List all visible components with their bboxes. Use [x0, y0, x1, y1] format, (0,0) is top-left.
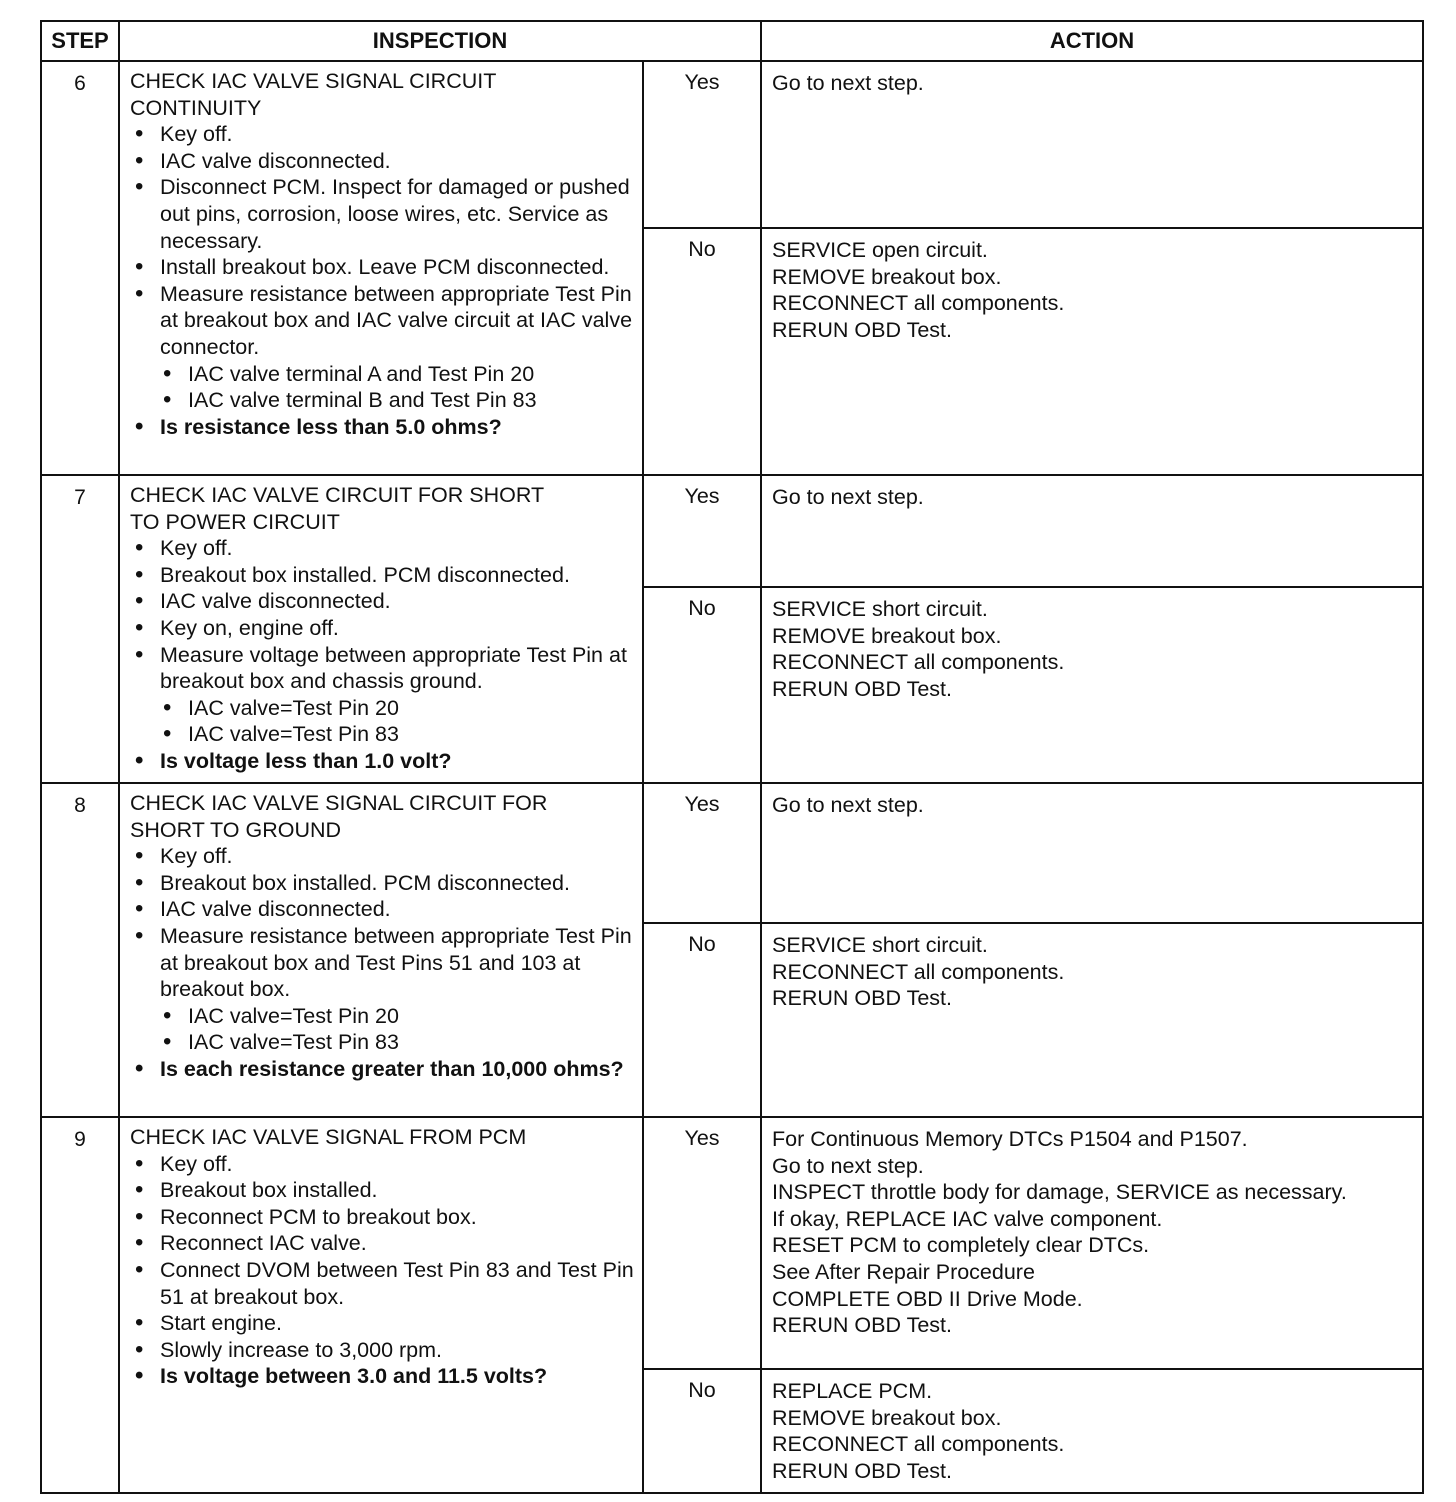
action-line: SERVICE short circuit. — [772, 933, 988, 957]
action-line: RERUN OBD Test. — [772, 1313, 952, 1338]
sub-bullet-list — [130, 695, 634, 748]
bullet-item: • Key on, engine off. — [130, 615, 634, 642]
bullet-item: • Disconnect PCM. Inspect for damaged or pushed out pins, corrosion, loose wires, etc. Service as necessary. — [130, 174, 634, 254]
bullet-item: • Key off. — [130, 535, 634, 562]
bullet-item: • Key off. — [130, 1151, 634, 1178]
bullet-item: • Reconnect PCM to breakout box. — [130, 1204, 634, 1231]
step-8-yes-row — [41, 783, 1423, 923]
bullet-item: • Measure resistance between appropriate Test Pin at breakout box and IAC valve circuit at IAC valve connector. — [130, 281, 634, 361]
inspection-cell — [119, 1117, 643, 1493]
no-action — [761, 228, 1423, 475]
action-line: REMOVE breakout box. — [772, 623, 1002, 648]
question-list — [130, 1056, 634, 1083]
action-line: REPLACE PCM. — [772, 1379, 933, 1403]
action-line: SERVICE open circuit. — [772, 238, 988, 262]
bullet-list — [130, 843, 634, 1003]
no-action — [761, 923, 1423, 1117]
yes-action — [761, 61, 1423, 228]
yes-label: Yes — [643, 61, 761, 228]
sub-bullet-item: • IAC valve=Test Pin 20 — [158, 1003, 634, 1030]
bullet-item: • Key off. — [130, 843, 634, 870]
step-number: 7 — [41, 475, 119, 783]
action-line: Go to next step. — [772, 793, 924, 817]
bullet-item: • Start engine. — [130, 1310, 634, 1337]
sub-bullet-item: • IAC valve terminal B and Test Pin 83 — [158, 387, 634, 414]
question: • Is resistance less than 5.0 ohms? — [130, 414, 634, 441]
sub-bullet-list — [130, 361, 634, 414]
bullet-item: • Slowly increase to 3,000 rpm. — [130, 1337, 634, 1364]
action-line: RERUN OBD Test. — [772, 986, 952, 1011]
action-line: INSPECT throttle body for damage, SERVICE as necessary. — [772, 1180, 1347, 1205]
no-action — [761, 1369, 1423, 1493]
step-8 — [41, 783, 1423, 1117]
action-line: Go to next step. — [772, 71, 924, 95]
action-line: RESET PCM to completely clear DTCs. — [772, 1233, 1150, 1258]
action-line: RECONNECT all components. — [772, 1432, 1065, 1457]
step-6-yes-row — [41, 61, 1423, 228]
title-line: CONTINUITY — [130, 95, 262, 120]
action-line: COMPLETE OBD II Drive Mode. — [772, 1286, 1083, 1311]
step-7 — [41, 475, 1423, 783]
yes-label: Yes — [643, 1117, 761, 1369]
yes-label: Yes — [643, 783, 761, 923]
bullet-list — [130, 535, 634, 695]
action-line: RECONNECT all components. — [772, 291, 1065, 316]
step-number: 9 — [41, 1117, 119, 1493]
sub-bullet-item: • IAC valve=Test Pin 20 — [158, 695, 634, 722]
bullet-item: • IAC valve disconnected. — [130, 148, 634, 175]
no-action — [761, 587, 1423, 783]
step-9-yes-row — [41, 1117, 1423, 1369]
title-line: CHECK IAC VALVE SIGNAL FROM PCM — [130, 1125, 527, 1149]
action-line: Go to next step. — [772, 1153, 924, 1178]
no-label: No — [643, 1369, 761, 1493]
step-header: STEP — [41, 21, 119, 61]
title-line: CHECK IAC VALVE SIGNAL CIRCUIT FOR — [130, 791, 548, 815]
title-line: SHORT TO GROUND — [130, 817, 342, 842]
yes-label: Yes — [643, 475, 761, 587]
bullet-item: • IAC valve disconnected. — [130, 588, 634, 615]
bullet-item: • Install breakout box. Leave PCM disconnected. — [130, 254, 634, 281]
step-7-yes-row — [41, 475, 1423, 587]
step-title — [130, 790, 634, 843]
bullet-list — [130, 121, 634, 360]
bullet-item: • Key off. — [130, 121, 634, 148]
action-line: If okay, REPLACE IAC valve component. — [772, 1206, 1163, 1231]
question: • Is each resistance greater than 10,000 ohms? — [130, 1056, 634, 1083]
step-title — [130, 68, 634, 121]
no-label: No — [643, 923, 761, 1117]
action-line: RECONNECT all components. — [772, 959, 1065, 984]
bullet-item: • Reconnect IAC valve. — [130, 1230, 634, 1257]
question-list — [130, 414, 634, 441]
action-line: SERVICE short circuit. — [772, 597, 988, 621]
step-title — [130, 1124, 634, 1151]
sub-bullet-item: • IAC valve=Test Pin 83 — [158, 721, 634, 748]
action-line: For Continuous Memory DTCs P1504 and P1507. — [772, 1127, 1248, 1151]
action-line: RECONNECT all components. — [772, 650, 1065, 675]
bullet-item: • Connect DVOM between Test Pin 83 and Test Pin 51 at breakout box. — [130, 1257, 634, 1310]
action-line: REMOVE breakout box. — [772, 264, 1002, 289]
question: • Is voltage less than 1.0 volt? — [130, 748, 634, 775]
title-line: TO POWER CIRCUIT — [130, 509, 340, 534]
sub-bullet-item: • IAC valve=Test Pin 83 — [158, 1029, 634, 1056]
step-number: 6 — [41, 61, 119, 475]
yes-action — [761, 1117, 1423, 1369]
question-list — [130, 748, 634, 775]
inspection-header: INSPECTION — [119, 21, 761, 61]
step-title — [130, 482, 634, 535]
yes-action — [761, 783, 1423, 923]
step-9 — [41, 1117, 1423, 1493]
action-line: RERUN OBD Test. — [772, 317, 952, 342]
bullet-item: • Breakout box installed. — [130, 1177, 634, 1204]
inspection-cell — [119, 783, 643, 1117]
bullet-item: • Measure resistance between appropriate Test Pin at breakout box and Test Pins 51 and 103 at breakout box. — [130, 923, 634, 1003]
yes-action — [761, 475, 1423, 587]
inspection-cell — [119, 475, 643, 783]
bullet-item: • IAC valve disconnected. — [130, 896, 634, 923]
bullet-item: • Measure voltage between appropriate Test Pin at breakout box and chassis ground. — [130, 642, 634, 695]
bullet-item: • Breakout box installed. PCM disconnected. — [130, 562, 634, 589]
action-line: RERUN OBD Test. — [772, 676, 952, 701]
header-row — [41, 21, 1423, 61]
action-line: REMOVE breakout box. — [772, 1405, 1002, 1430]
action-header: ACTION — [761, 21, 1423, 61]
action-line: See After Repair Procedure — [772, 1259, 1035, 1284]
sub-bullet-list — [130, 1003, 634, 1056]
diagnostic-table — [40, 20, 1424, 1494]
action-line: RERUN OBD Test. — [772, 1458, 952, 1483]
action-line: Go to next step. — [772, 485, 924, 509]
bullet-item: • Breakout box installed. PCM disconnected. — [130, 870, 634, 897]
no-label: No — [643, 587, 761, 783]
no-label: No — [643, 228, 761, 475]
inspection-cell — [119, 61, 643, 475]
question: • Is voltage between 3.0 and 11.5 volts? — [130, 1363, 634, 1390]
step-number: 8 — [41, 783, 119, 1117]
bullet-list — [130, 1151, 634, 1390]
step-6 — [41, 61, 1423, 475]
title-line: CHECK IAC VALVE CIRCUIT FOR SHORT — [130, 483, 545, 507]
sub-bullet-item: • IAC valve terminal A and Test Pin 20 — [158, 361, 634, 388]
title-line: CHECK IAC VALVE SIGNAL CIRCUIT — [130, 69, 497, 93]
